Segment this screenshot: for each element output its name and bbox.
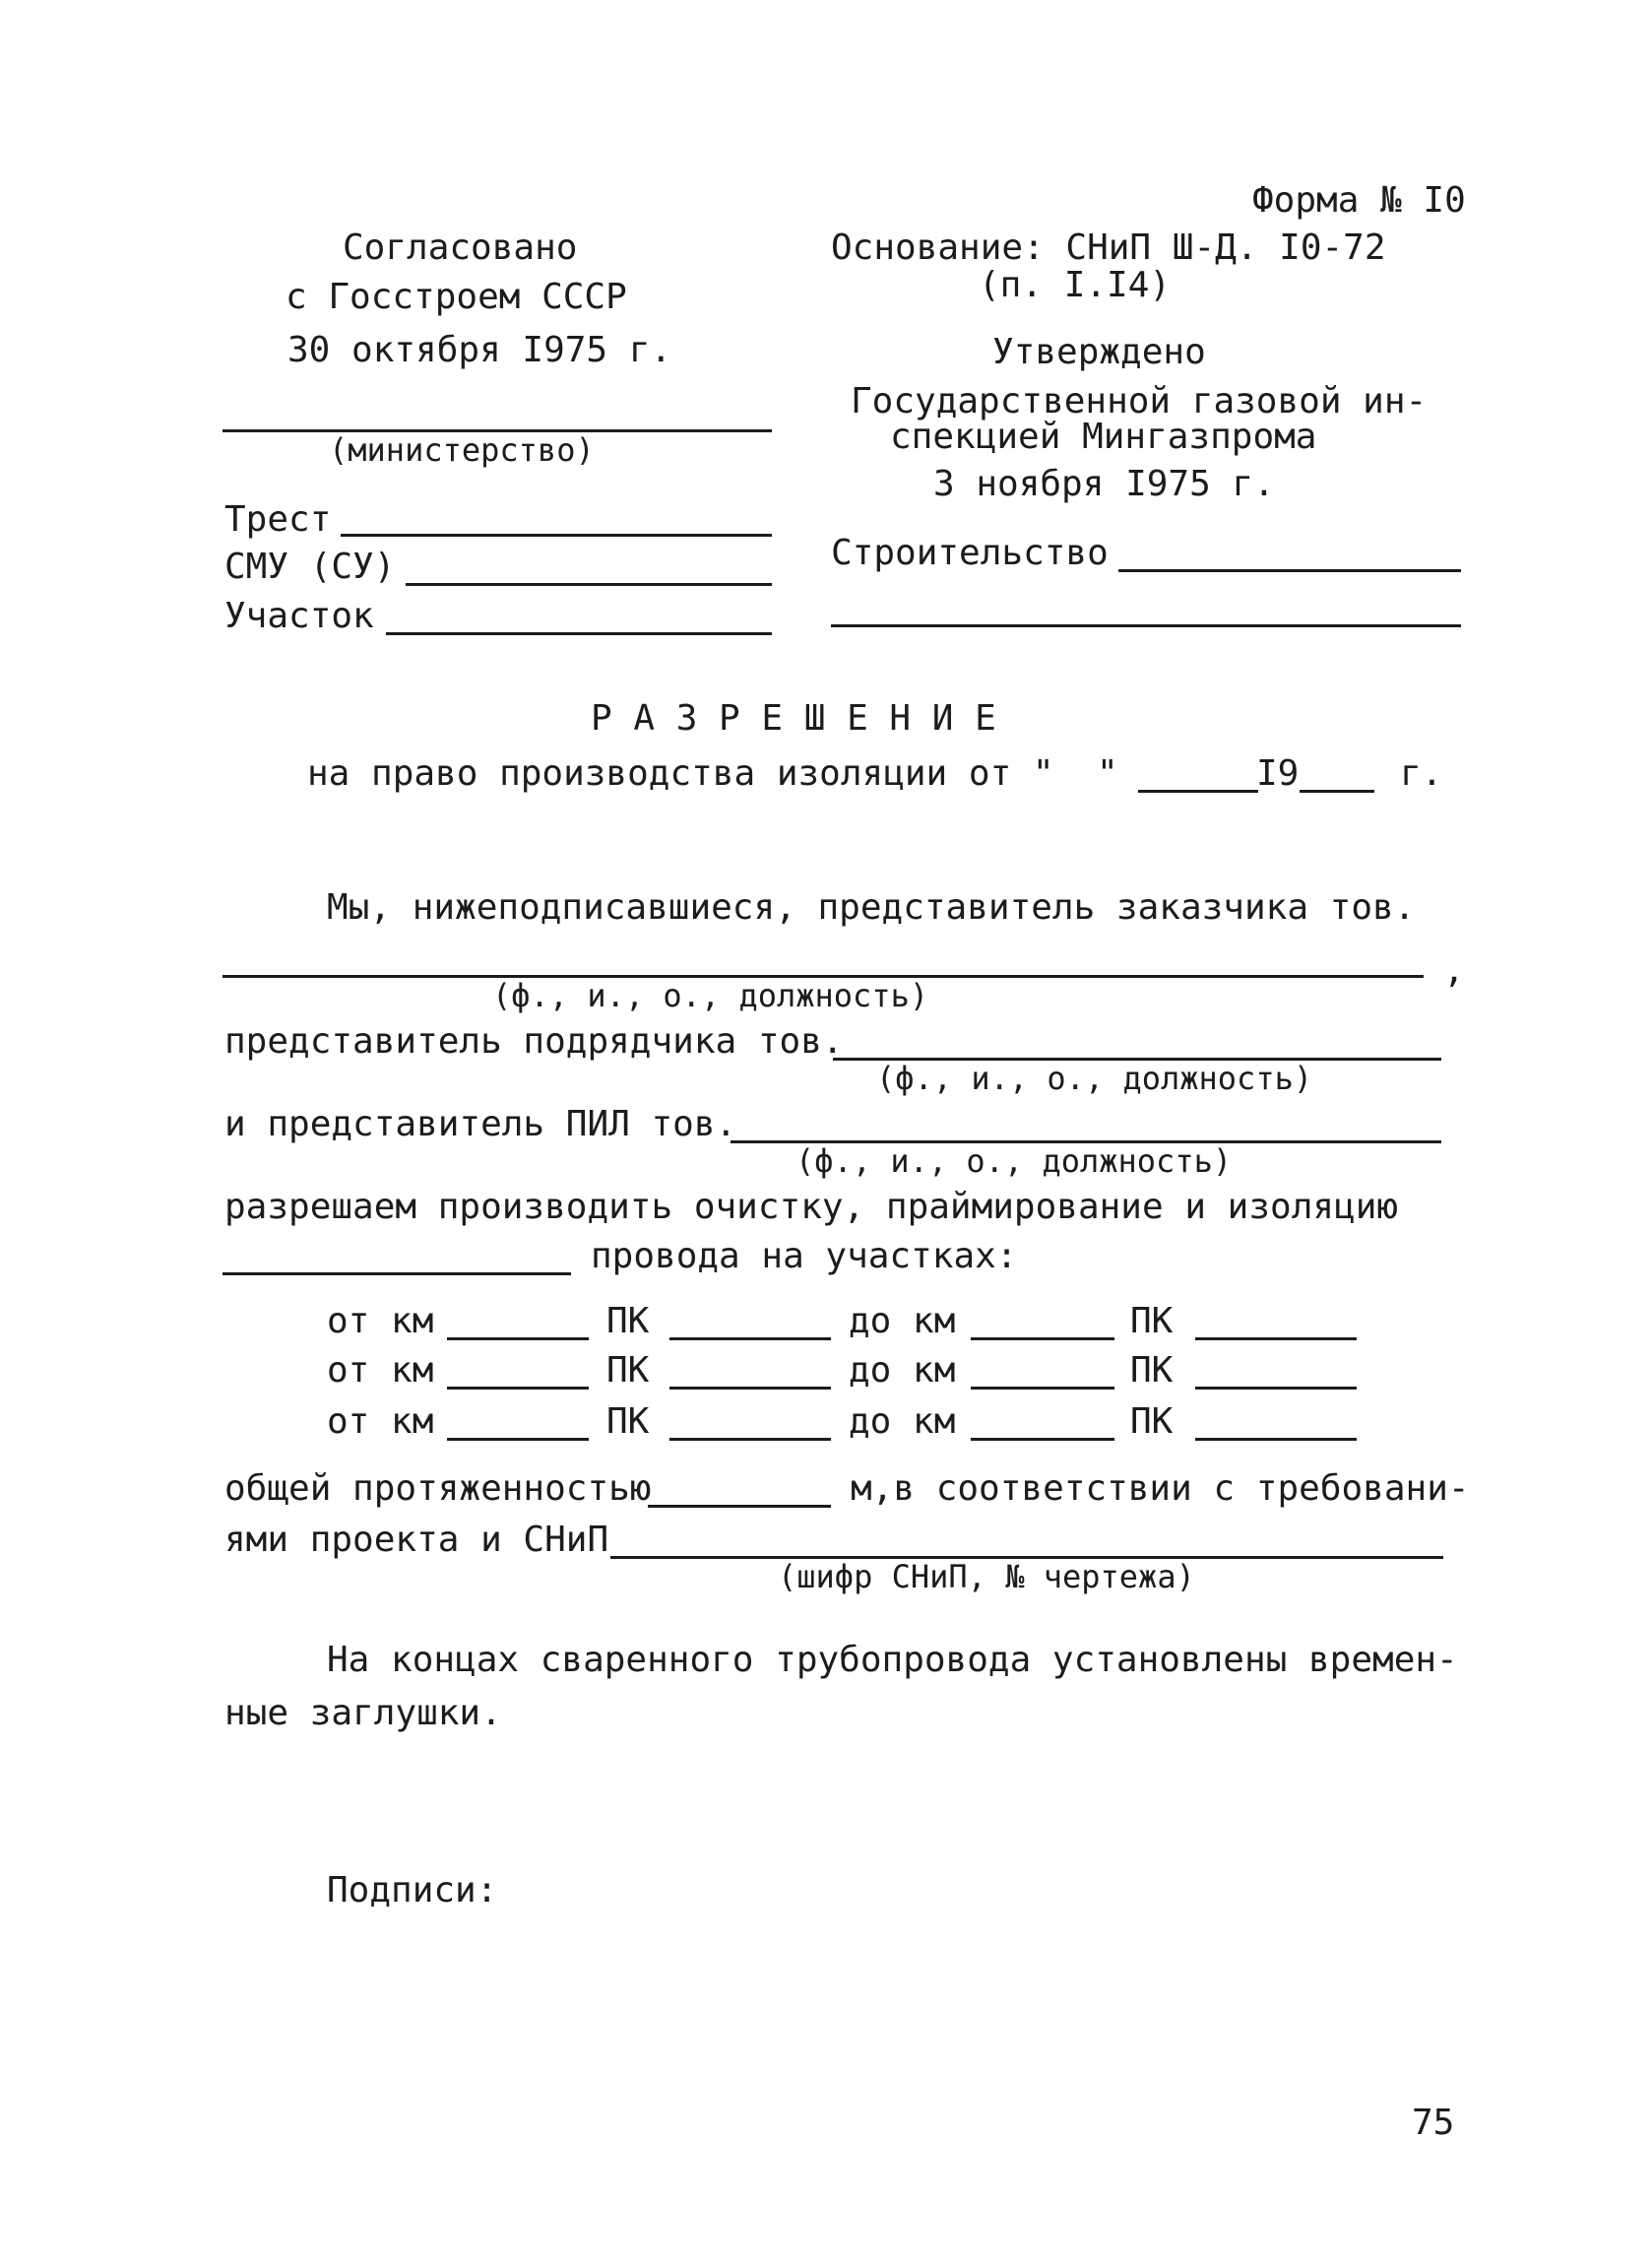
- from-km-field[interactable]: [447, 1337, 589, 1340]
- year-field[interactable]: [1300, 790, 1374, 793]
- to-pk-label: ПК: [1130, 1301, 1174, 1341]
- from-km-field[interactable]: [447, 1438, 589, 1441]
- from-km-label: от км: [327, 1401, 434, 1442]
- signatures-label: Подписи:: [327, 1870, 498, 1911]
- to-pk-label: ПК: [1130, 1401, 1174, 1442]
- from-pk-field[interactable]: [669, 1438, 831, 1441]
- smu-label: СМУ (СУ): [224, 547, 396, 587]
- contractor-fio-caption: (ф., и., о., должность): [876, 1060, 1313, 1097]
- contractor-label: представитель подрядчика тов.: [224, 1021, 844, 1062]
- from-pk-label: ПК: [606, 1301, 650, 1341]
- to-km-label: до км: [849, 1350, 956, 1391]
- snip-caption: (шифр СНиП, № чертежа): [778, 1558, 1195, 1595]
- pipe-sections-label: провода на участках:: [591, 1236, 1018, 1276]
- month-field[interactable]: [1138, 790, 1258, 793]
- construction-label: Строительство: [831, 533, 1109, 573]
- project-label: ями проекта и СНиП: [224, 1520, 609, 1560]
- pil-fio-caption: (ф., и., о., должность): [795, 1142, 1233, 1180]
- basis-line-1: Основание: СНиП Ш-Д. I0-72: [831, 227, 1386, 268]
- customer-comma: ,: [1443, 950, 1465, 991]
- construction-field[interactable]: [1118, 569, 1461, 572]
- page-number: 75: [1412, 2103, 1455, 2143]
- pil-label: и представитель ПИЛ тов.: [224, 1104, 737, 1144]
- section-field[interactable]: [386, 632, 772, 635]
- intro-text: Мы, нижеподписавшиеся, представитель заказчика тов.: [327, 887, 1416, 928]
- length-field[interactable]: [648, 1505, 831, 1508]
- from-pk-field[interactable]: [669, 1387, 831, 1390]
- to-km-field[interactable]: [971, 1337, 1114, 1340]
- from-pk-field[interactable]: [669, 1337, 831, 1340]
- length-suffix: м,в соответствии с требовани-: [851, 1468, 1470, 1509]
- to-km-field[interactable]: [971, 1387, 1114, 1390]
- approval-line-2: с Госстроем СССР: [286, 277, 627, 317]
- year-suffix: г.: [1400, 753, 1443, 794]
- pipeline-type-field[interactable]: [222, 1272, 571, 1275]
- construction-field-2[interactable]: [831, 624, 1461, 627]
- approval-line-1: Согласовано: [343, 227, 578, 268]
- approval-date: 30 октября I975 г.: [287, 330, 672, 370]
- ministry-caption: (министерство): [329, 431, 595, 469]
- to-km-label: до км: [849, 1301, 956, 1341]
- to-pk-field[interactable]: [1195, 1337, 1357, 1340]
- basis-line-2: (п. I.I4): [979, 265, 1172, 305]
- smu-field[interactable]: [406, 583, 772, 586]
- from-km-label: от км: [327, 1350, 434, 1391]
- plugs-line-2: ные заглушки.: [224, 1693, 502, 1733]
- subtitle-quote-close: ": [1097, 753, 1118, 794]
- form-number: Форма № I0: [1252, 180, 1466, 221]
- trust-label: Трест: [224, 499, 332, 540]
- trust-field[interactable]: [341, 534, 772, 537]
- approved-date: 3 ноября I975 г.: [933, 464, 1275, 504]
- subtitle-prefix: на право производства изоляции от ": [307, 753, 1054, 794]
- from-pk-label: ПК: [606, 1350, 650, 1391]
- century-prefix: I9: [1256, 753, 1300, 794]
- plugs-line-1: На концах сваренного трубопровода установлены времен-: [327, 1640, 1458, 1680]
- customer-fio-caption: (ф., и., о., должность): [492, 977, 929, 1014]
- approved-title: Утверждено: [992, 332, 1206, 372]
- document-title: Р А З Р Е Ш Е Н И Е: [591, 698, 996, 739]
- from-km-label: от км: [327, 1301, 434, 1341]
- from-pk-label: ПК: [606, 1401, 650, 1442]
- approved-line-2: Государственной газовой ин-: [851, 381, 1428, 421]
- approved-line-3: спекцией Мингазпрома: [890, 417, 1317, 457]
- to-km-field[interactable]: [971, 1438, 1114, 1441]
- from-km-field[interactable]: [447, 1387, 589, 1390]
- to-pk-field[interactable]: [1195, 1438, 1357, 1441]
- to-pk-field[interactable]: [1195, 1387, 1357, 1390]
- permission-text: разрешаем производить очистку, праймирование и изоляцию: [224, 1187, 1399, 1227]
- length-label: общей протяженностью: [224, 1468, 652, 1509]
- to-km-label: до км: [849, 1401, 956, 1442]
- to-pk-label: ПК: [1130, 1350, 1174, 1391]
- section-label: Участок: [224, 596, 374, 636]
